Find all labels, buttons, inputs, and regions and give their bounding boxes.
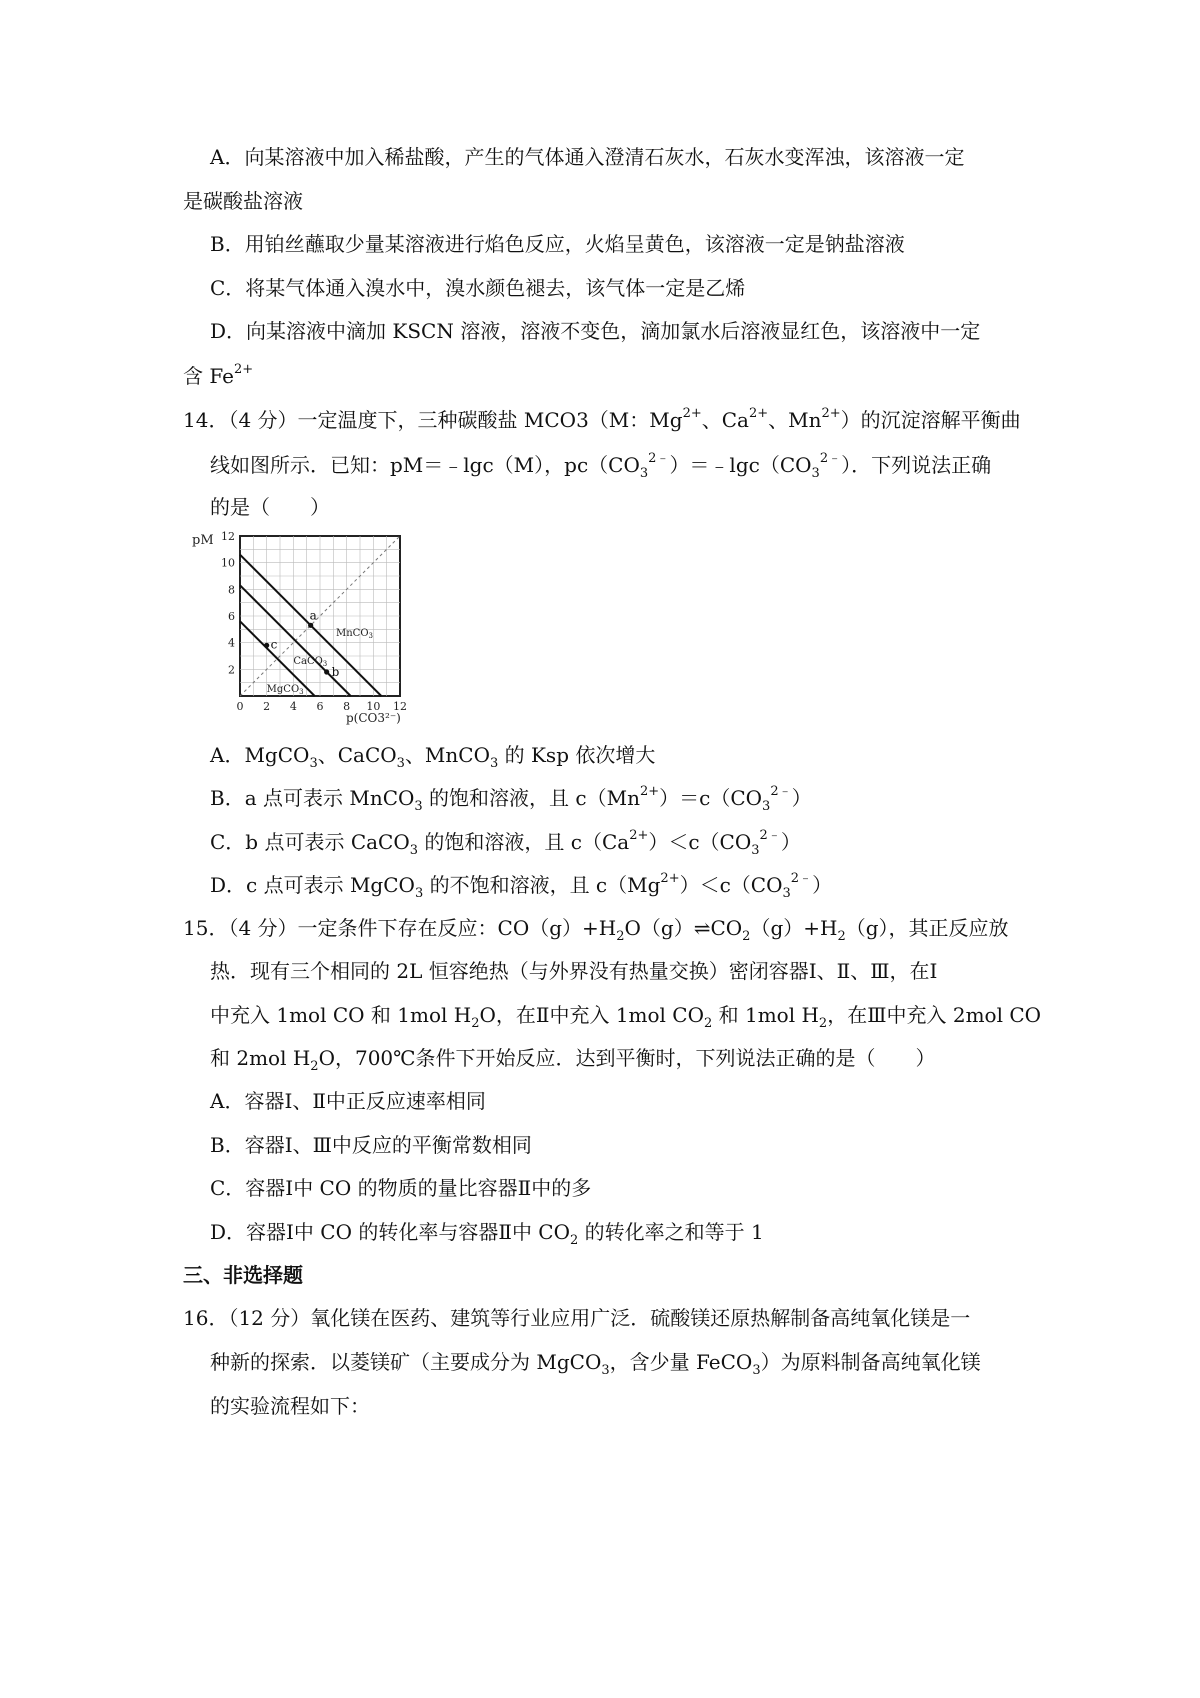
point-c bbox=[264, 643, 269, 648]
x-tick-label: 10 bbox=[366, 700, 381, 713]
x-tick-label: 8 bbox=[343, 700, 351, 713]
q15-option-a: A．容器Ⅰ、Ⅱ中正反应速率相同 bbox=[210, 1089, 486, 1113]
series-label-mgco3: MgCO$_3$ bbox=[266, 684, 304, 696]
q14-stem-line1: 14．（4 分）一定温度下，三种碳酸盐 MCO3（M：$Mg^{2+}$、$Ca^{2+}$、$Mn^{2+}$）的沉淀溶解平衡曲 bbox=[183, 406, 1021, 432]
q13-option-d-line1: D．向某溶液中滴加 KSCN 溶液，溶液不变色，滴加氯水后溶液显红色，该溶液中一定 bbox=[210, 319, 981, 343]
q15-stem-line4: 和 2mol $H_2O$，700℃条件下开始反应．达到平衡时，下列说法正确的是（ ） bbox=[210, 1046, 936, 1074]
point-b bbox=[324, 669, 329, 674]
y-tick-label: 10 bbox=[221, 556, 235, 570]
y-tick-label: 4 bbox=[228, 636, 235, 650]
y-tick-label: 8 bbox=[228, 583, 235, 597]
point-label-c: c bbox=[270, 637, 278, 652]
q15-option-c: C．容器Ⅰ中 CO 的物质的量比容器Ⅱ中的多 bbox=[210, 1176, 592, 1200]
q14-option-b: B．a 点可表示 MnCO$_3$ 的饱和溶液，且 $c(Mn^{2+})=c(CO_3^{2﹣})$ bbox=[210, 784, 812, 814]
section-heading: 三、非选择题 bbox=[183, 1263, 303, 1287]
point-label-a: a bbox=[309, 608, 317, 623]
series-label-caco3: CaCO$_3$ bbox=[293, 656, 328, 668]
series-label-mnco3: MnCO$_3$ bbox=[336, 628, 373, 640]
chart-x-axis-label: p(CO3²⁻) bbox=[346, 711, 401, 725]
x-tick-label: 12 bbox=[393, 700, 407, 713]
q15-option-d: D．容器Ⅰ中 CO 的转化率与容器Ⅱ中 $CO_2$ 的转化率之和等于 1 bbox=[210, 1220, 764, 1248]
y-tick-label: 12 bbox=[221, 530, 235, 543]
q15-option-b: B．容器Ⅰ、Ⅲ中反应的平衡常数相同 bbox=[210, 1133, 532, 1157]
q13-option-a-line1: A．向某溶液中加入稀盐酸，产生的气体通入澄清石灰水，石灰水变浑浊，该溶液一定 bbox=[210, 145, 965, 169]
q16-stem-line1: 16．（12 分）氧化镁在医药、建筑等行业应用广泛．硫酸镁还原热解制备高纯氧化镁是一 bbox=[183, 1306, 971, 1330]
q14-stem-line2: 线如图所示．已知：pM＝﹣lgc（M），$pc(CO_3^{2﹣})=﹣\lg c(CO_3^{2﹣})$．下列说法正确 bbox=[210, 451, 992, 481]
q14-option-c: C．b 点可表示 CaCO$_3$ 的饱和溶液，且 $c(Ca^{2+})<c(CO_3^{2﹣})$ bbox=[210, 828, 801, 858]
q14-stem-line3: 的是（ ） bbox=[210, 495, 330, 519]
x-tick-label: 6 bbox=[316, 700, 324, 713]
q13-option-d-line2: 含 $Fe^{2+}$ bbox=[183, 362, 254, 388]
solubility-chart bbox=[188, 522, 418, 732]
point-a bbox=[308, 623, 313, 628]
q16-stem-line2: 种新的探索．以菱镁矿（主要成分为 MgCO$_3$，含少量 FeCO$_3$）为原料制备高纯氧化镁 bbox=[210, 1350, 981, 1378]
y-tick-label: 6 bbox=[228, 610, 235, 623]
q13-option-b: B．用铂丝蘸取少量某溶液进行焰色反应，火焰呈黄色，该溶液一定是钠盐溶液 bbox=[210, 232, 905, 256]
q15-stem-line1: 15．（4 分）一定条件下存在反应：$CO(g)+H_2O(g)\rightleftharpoons CO_2(g)+H_2(g)$，其正反应放 bbox=[183, 916, 1009, 944]
q13-option-a-line2: 是碳酸盐溶液 bbox=[183, 189, 303, 213]
q15-stem-line2: 热．现有三个相同的 2L 恒容绝热（与外界没有热量交换）密闭容器Ⅰ、Ⅱ、Ⅲ，在Ⅰ bbox=[210, 959, 938, 983]
x-tick-label: 0 bbox=[236, 700, 244, 713]
chart-y-axis-label: pM bbox=[192, 533, 214, 548]
y-tick-label: 2 bbox=[228, 663, 235, 677]
q16-stem-line3: 的实验流程如下： bbox=[210, 1394, 370, 1418]
q14-option-d: D．c 点可表示 MgCO$_3$ 的不饱和溶液，且 $c(Mg^{2+})<c(CO_3^{2﹣})$ bbox=[210, 871, 833, 901]
point-label-b: b bbox=[331, 665, 340, 679]
x-tick-label: 4 bbox=[289, 700, 297, 713]
q13-option-c: C．将某气体通入溴水中，溴水颜色褪去，该气体一定是乙烯 bbox=[210, 276, 746, 300]
x-tick-label: 2 bbox=[263, 700, 271, 713]
q15-stem-line3: 中充入 1mol CO 和 1mol $H_2O$，在Ⅱ中充入 1mol $CO_2$ 和 1mol $H_2$，在Ⅲ中充入 2mol CO bbox=[210, 1003, 1042, 1031]
q14-option-a: A．MgCO$_3$、CaCO$_3$、MnCO$_3$ 的 Ksp 依次增大 bbox=[210, 743, 656, 771]
